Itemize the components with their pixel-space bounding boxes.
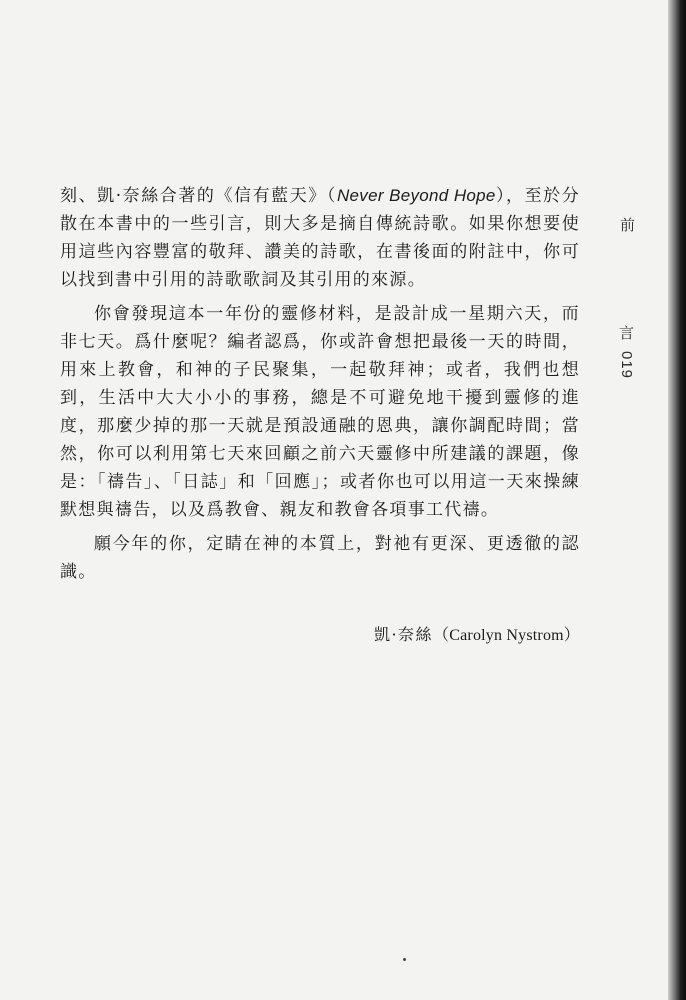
book-title-english: Never Beyond Hope [336,186,496,205]
page-folio [618,322,635,379]
running-head-char-2: 言 [618,324,634,342]
paragraph-3: 願今年的你，定睛在神的本質上，對祂有更深、更透徹的認識。 [60,534,580,582]
paragraph-1 [60,182,580,294]
running-head-char-1: 前 [620,216,636,234]
page-edge-shadow [668,0,686,1000]
author-name-latin: （Carolyn Nystrom） [433,627,580,644]
page-number: 019 [618,351,635,380]
paragraph-2: 你會發現這本一年份的靈修材料，是設計成一星期六天，而非七天。爲什麼呢？編者認爲，你或許會想把最後一天的時間，用來上教會，和神的子民聚集，一起敬拜神；或者，我們也想到，生活中大大小小的事務，總是不可避免地干擾到靈修的進度，那麼少掉的那一天就是預設通融的恩典，讓你調配時間；當然，你可以利用第七天來回顧之前六天靈修中所建議的課題，像是：「禱告」、「日誌」和「回應」；或者你也可以用這一天來操練默想與禱告，以及爲教會、親友和教會各項事工代禱。 [60,304,580,520]
paragraph-1-lead: 刻、凱·奈絲合著的《信有藍天》（ [60,186,337,206]
paragraph-1-rest: ），至於分散在本書中的一些引言，則大多是摘自傳統詩歌。如果你想要使用這些內容豐富的敬拜、讚美的詩歌，在書後面的附註中，你可以找到書中引用的詩歌歌詞及其引用的來源。 [60,186,581,290]
author-signature [374,622,580,645]
scan-speck [403,958,406,961]
author-name: 凱·奈絲 [373,625,434,644]
body-text [60,182,580,586]
